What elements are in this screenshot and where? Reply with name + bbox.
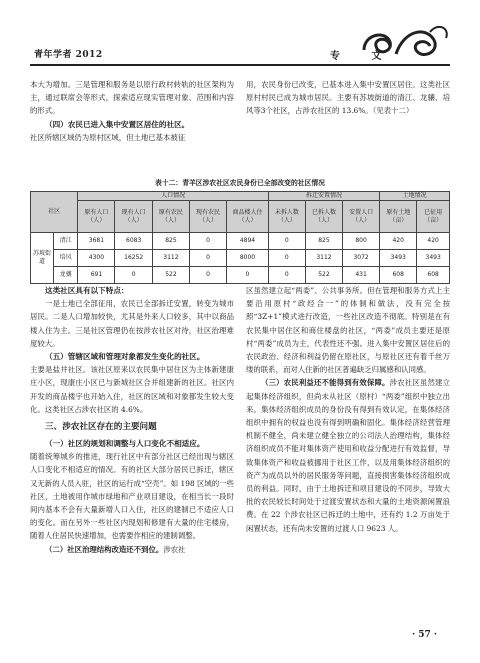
paragraph: 随着统筹城乡的推进，现行社区中有部分社区已经出现与辖区人口变化不相适应的情况。有的社区大部分居民已拆迁，辖区又无新的人员入驻，社区的运行成“空壳”。如 198 区域的一些社区，土地被用作城市绿地和产业项目建设，在相当长一段时间内基本不会有大量新增人口入住，社区的建制已不适应人口的变化。而在另外一些社区内现划和修建有大量的住宅楼房，随着人住居民快速增加，也需要作相应的建制调整。 [30,452,234,541]
col-header: 原有土地（亩） [380,201,417,233]
cell: 3072 [343,250,380,267]
row-name: 清江 [54,233,78,250]
paragraph: 一是土地已全部征用，农民已全部拆迁安置，转变为城市居民。二是人口增加较快，尤其是外来人口较多，其中以商品楼入住为主。三是社区管理仍在按涉农社区对待，社区治理难度较大。 [30,299,234,348]
cell: 800 [343,233,380,250]
cell: 3112 [152,250,189,267]
cell: 0 [268,233,305,250]
col-header: 原有农民（人） [152,201,189,233]
cell: 0 [268,250,305,267]
col-header: 安置人口（人） [343,201,380,233]
bottom-right-column [246,284,450,535]
section-title: 专 文 [330,51,396,62]
cell: 0 [190,267,227,284]
subheading: （三）农民利益还不能得到有效保障。 [261,378,390,388]
cell: 0 [190,250,227,267]
cell: 825 [305,233,342,250]
cell: 608 [380,267,417,284]
cell: 3493 [380,250,417,267]
cell: 0 [190,233,227,250]
paragraph: 涉农社 [163,544,186,554]
data-table [30,191,450,284]
row-name: 培风 [54,250,78,267]
cell: 4300 [78,250,115,267]
paragraph: 涉农社区虽然建立起集体经济组织，但尚未从社区（原村）“两委”组织中独立出来。集体经济组织成员的身份没有得到有效认定，在集体经济组织中拥有的权益也没有得到明确和固化。集体经济经营管理机制不健全，尚未建立健全独立的公司法人治理结构，集体经济组织成员不能对集体资产使用和收益分配进行有效监督，导致集体资产和收益被挪用于社区工作，以及用集体经济组织的资产为成员以外的居民服务等问题，直接损害集体经济组织成员的利益。同时，由于土地拆迁和项目建设的不同步，导致大批的农民较长时间处于过渡安置状态和大量的土地资源闲置浪费。在 22 个涉农社区已拆迁的土地中，还有约 1.2 万亩处于闲置状态，还有尚未安置的过渡人口 9623 人。 [246,378,450,533]
swirl-ornament-icon [356,20,452,64]
subheading: （一）社区的规划和调整与人口变化不相适应。 [45,439,205,449]
paragraph: 区虽然建立起“两委”、公共事务所。但在管理和服务方式上主要沿用原村“政经合一”的体制和做法，没有完全按照“3Z+1”模式进行改造，一些社区改造不彻底。特别是在有农民集中居住区和商住楼盘的社区，“两委”成员主要还是原村“两委”成员为主，代表性还不强。进入集中安置区居住后的农民政治、经济和利益仍留在原社区，与原社区还有着千丝万缕的联系，而对人住新的社区普遍缺乏归属感和认同感。 [246,286,450,375]
table-row [31,267,450,284]
cell: 420 [380,233,417,250]
col-header: 原有人口（人） [78,201,115,233]
cell: 8000 [227,250,269,267]
paragraph: 主要是盐井社区。该社区原来以农民集中居住区为主体新建康庄小区，现康庄小区已与新城社区合并组建新的社区。社区内开发的商品楼宇也开始入住，社区的区域和对象都发生较大变化。这类社区占涉农社区的 4.6%。 [30,365,234,414]
street-cell: 苏坡街道 [31,233,54,284]
table-row [31,233,450,250]
paragraph: 用，农民身份已改变，已基本进入集中安置区居住。这类社区原村村民已成为城市居民。主要有苏坡街道的清江、龙骧、培风等3个社区，占涉农社区的 13.6%。（见表十二） [246,80,450,116]
journal-title: 青年学者 2012 [34,50,103,60]
cell: 522 [152,267,189,284]
page-number: · 57 · [412,630,438,640]
col-header: 商品楼人住（人） [227,201,269,233]
cell: 6083 [115,233,152,250]
col-header: 已拆人数（人） [305,201,342,233]
subheading: （五）管辖区域和管理对象都发生变化的社区。 [45,352,205,362]
subheading: （二）社区治理结构改造还不到位。 [45,544,164,554]
col-header: 已征用（亩） [417,201,450,233]
cell: 0 [115,267,152,284]
page-header [0,0,480,76]
top-right-column [246,78,450,118]
cell: 431 [343,267,380,284]
cell: 3493 [417,250,450,267]
col-header: 现有人口（人） [115,201,152,233]
row-name: 龙骧 [54,267,78,284]
cell: 3681 [78,233,115,250]
cell: 691 [78,267,115,284]
table-caption: 表十二：青羊区涉农社区农民身份已全部改变的社区情况 [155,179,325,187]
subheading: （四）农民已进入集中安置区居住的社区。 [45,119,190,129]
cell: 16252 [115,250,152,267]
cell: 3112 [305,250,342,267]
paragraph: 本大为增加。三是管理和服务是以原行政村转轨的社区架构为主，通过联席会等形式，探索适应现实管理对象、范围和内容的形式。 [30,80,234,116]
col-header: 现有农民（人） [190,201,227,233]
cell: 4894 [227,233,269,250]
table-twelve [30,177,450,284]
col-group-relocation: 拆迁安置情况 [268,192,379,201]
paragraph: 社区所辖区域仍为原村区域，但土地已基本被征 [30,132,186,142]
col-group-land: 土地情况 [380,192,450,201]
bottom-left-column [30,284,234,556]
cell: 0 [227,267,269,284]
cell: 608 [417,267,450,284]
cell: 0 [268,267,305,284]
table-row [31,250,450,267]
cell: 420 [417,233,450,250]
col-group-community: 社区 [31,192,78,233]
section-heading: 三、涉农社区存在的主要问题 [45,422,157,433]
subheading: 这类社区具有以下特点： [45,286,129,295]
cell: 522 [305,267,342,284]
top-left-column [30,78,234,144]
cell: 825 [152,233,189,250]
col-group-population: 人口情况 [78,192,268,201]
col-header: 未拆人数（人） [268,201,305,233]
header-rule [30,64,450,66]
